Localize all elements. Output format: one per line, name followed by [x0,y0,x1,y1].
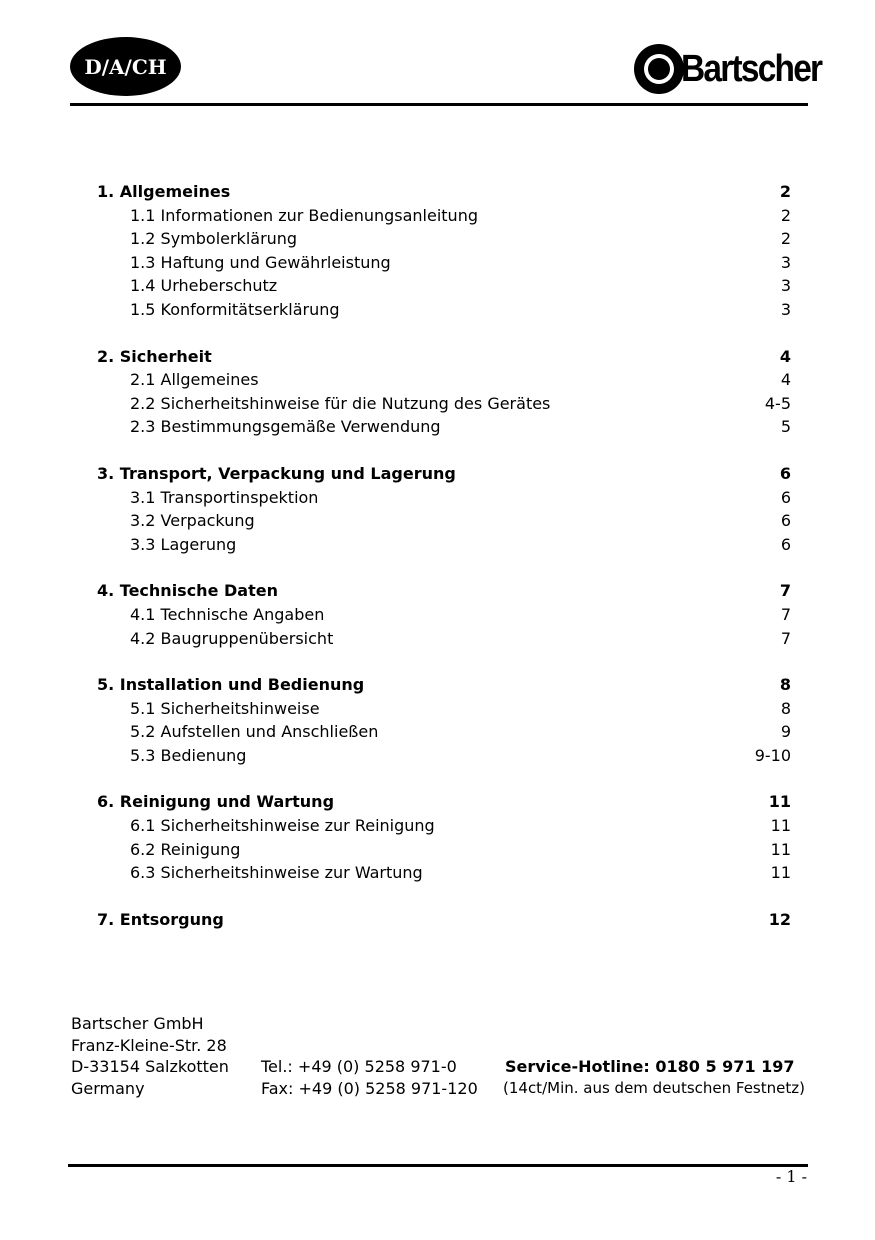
toc-subsection-page: 9 [780,722,791,742]
toc-subsection-page: 2 [780,229,791,249]
toc-section [97,180,791,322]
toc-subsection [97,814,791,838]
toc-subsection-page: 4-5 [764,393,791,413]
toc-subsection-title: 5.1 Sicherheitshinweise [130,698,320,718]
toc-chapter-title: 5. Installation und Bedienung [97,675,365,695]
toc-subsection [97,392,791,416]
region-badge-label: D/A/CH [84,54,167,79]
toc-section [97,462,791,556]
toc-subsection-title: 1.1 Informationen zur Bedienungsanleitung [130,205,478,225]
toc-subsection [97,627,791,651]
toc-section [97,579,791,650]
toc-subsection [97,697,791,721]
fax: Fax: +49 (0) 5258 971-120 [261,1078,478,1098]
toc-subsection-title: 3.3 Lagerung [130,534,237,554]
toc-subsection [97,720,791,744]
toc-chapter-title: 2. Sicherheit [97,346,212,366]
toc-subsection-page: 8 [780,698,791,718]
toc-subsection-title: 2.3 Bestimmungsgemäße Verwendung [130,417,441,437]
toc-subsection-title: 1.4 Urheberschutz [130,276,278,296]
toc-chapter-title: 6. Reinigung und Wartung [97,792,335,812]
toc-subsection-title: 3.1 Transportinspektion [130,487,319,507]
toc-subsection [97,415,791,439]
company-name: Bartscher GmbH [71,1014,204,1033]
toc-subsection-page: 11 [770,839,791,859]
toc-section [97,790,791,884]
toc-subsection-title: 2.2 Sicherheitshinweise für die Nutzung des Gerätes [130,393,551,413]
header-divider [70,103,808,106]
toc-subsection-page: 11 [770,816,791,836]
toc-subsection-page: 2 [780,205,791,225]
toc-subsection [97,251,791,275]
telephone: Tel.: +49 (0) 5258 971-0 [261,1057,457,1076]
toc-subsection-page: 9-10 [754,745,791,765]
toc-subsection-title: 6.3 Sicherheitshinweise zur Wartung [130,863,423,883]
toc-subsection-title: 4.1 Technische Angaben [130,604,325,624]
toc-subsection [97,204,791,228]
toc-subsection-page: 7 [780,604,791,624]
region-badge [70,37,181,96]
toc-subsection-page: 7 [780,628,791,648]
toc-section [97,345,791,439]
toc-subsection [97,227,791,251]
toc-subsection-page: 6 [780,534,791,554]
toc-chapter-title: 1. Allgemeines [97,182,231,201]
toc-chapter-page: 12 [768,909,791,929]
toc-subsection [97,838,791,862]
toc-subsection-page: 6 [780,511,791,531]
hotline-note: (14ct/Min. aus dem deutschen Festnetz) [503,1078,805,1097]
toc-subsection [97,509,791,533]
footer-divider [68,1164,808,1167]
toc-chapter-title: 4. Technische Daten [97,581,278,601]
toc-chapter-title: 7. Entsorgung [97,909,224,929]
toc-chapter-page: 6 [779,463,791,483]
table-of-contents [97,180,791,954]
toc-subsection-page: 3 [780,299,791,319]
toc-subsection-title: 1.5 Konformitätserklärung [130,299,340,319]
toc-chapter [97,673,791,697]
toc-subsection-page: 5 [780,417,791,437]
toc-chapter-page: 2 [779,182,791,201]
company-street: Franz-Kleine-Str. 28 [71,1035,227,1055]
toc-subsection [97,298,791,322]
toc-subsection [97,486,791,510]
bartscher-logo-icon [634,44,684,94]
toc-chapter-page: 8 [779,675,791,695]
contact-numbers [261,1056,478,1099]
toc-subsection-page: 4 [780,370,791,390]
company-country: Germany [71,1078,145,1098]
toc-chapter-page: 7 [779,581,791,601]
toc-subsection [97,603,791,627]
toc-subsection [97,533,791,557]
toc-subsection-title: 4.2 Baugruppenübersicht [130,628,334,648]
service-hotline: Service-Hotline: 0180 5 971 197 [505,1057,795,1076]
toc-subsection-page: 11 [770,863,791,883]
toc-subsection-title: 5.3 Bedienung [130,745,247,765]
toc-chapter-page: 4 [779,346,791,366]
toc-subsection-title: 6.1 Sicherheitshinweise zur Reinigung [130,816,435,836]
toc-chapter [97,908,791,932]
toc-chapter-page: 11 [768,792,791,812]
toc-subsection-title: 1.2 Symbolerklärung [130,229,298,249]
toc-subsection-page: 3 [780,276,791,296]
company-city: D-33154 Salzkotten [71,1057,229,1076]
toc-subsection-title: 3.2 Verpackung [130,511,255,531]
toc-subsection-title: 2.1 Allgemeines [130,370,259,390]
toc-subsection [97,744,791,768]
toc-subsection [97,274,791,298]
bartscher-logo [634,40,840,98]
toc-chapter [97,180,791,204]
toc-section [97,673,791,767]
company-address [71,1013,229,1099]
toc-subsection-title: 5.2 Aufstellen und Anschließen [130,722,379,742]
toc-subsection [97,368,791,392]
toc-section [97,908,791,932]
toc-subsection-page: 3 [780,252,791,272]
toc-chapter [97,579,791,603]
service-hotline-block [505,1056,805,1099]
toc-chapter [97,462,791,486]
toc-chapter [97,790,791,814]
toc-chapter-title: 3. Transport, Verpackung und Lagerung [97,463,456,483]
toc-chapter [97,345,791,369]
toc-subsection [97,861,791,885]
toc-subsection-page: 6 [780,487,791,507]
toc-subsection-title: 6.2 Reinigung [130,839,241,859]
toc-subsection-title: 1.3 Haftung und Gewährleistung [130,252,391,272]
page-number: - 1 - [775,1167,807,1186]
brand-name: Bartscher [681,48,822,90]
